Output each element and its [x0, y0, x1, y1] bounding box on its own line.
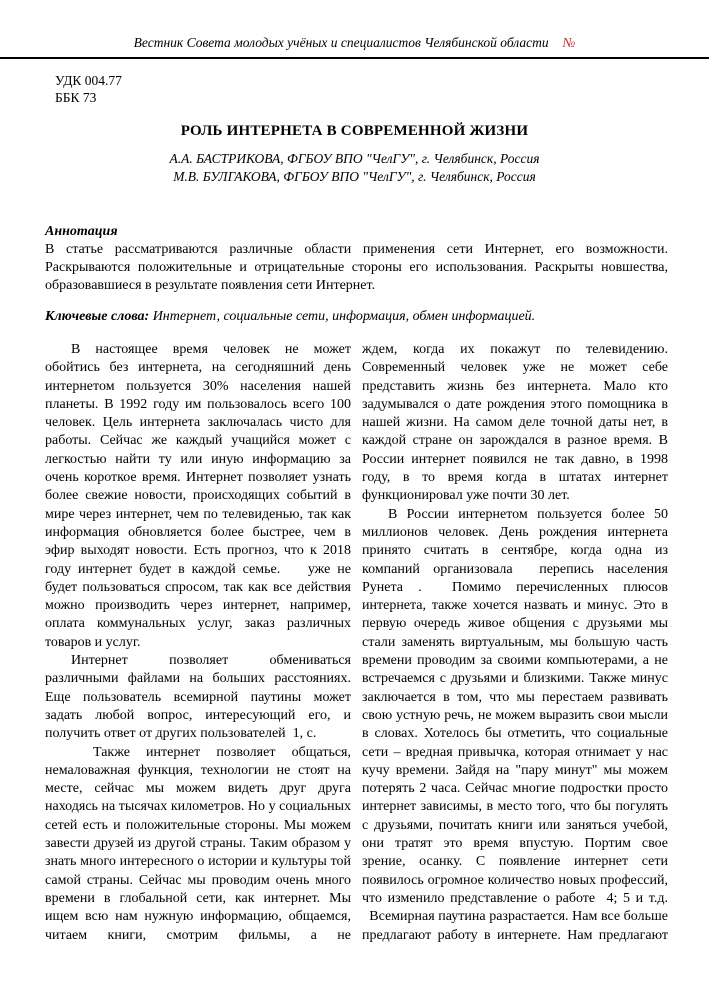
author-line: А.А. БАСТРИКОВА, ФГБОУ ВПО "ЧелГУ", г. Челябинск, Россия — [169, 151, 540, 166]
issue-number-mark: № — [562, 35, 576, 50]
author-line: М.В. БУЛГАКОВА, ФГБОУ ВПО "ЧелГУ", г. Челябинск, Россия — [173, 168, 536, 184]
paragraph: ждем, когда их покажут по телевидению. Современный человек уже не может себе представить жизнь без интернета. Мало кто задумывался о дате рождения этого помощника в нашей жизни. На самом деле точной даты нет, в каждой стране он зарождался в разное время. В России интернет появился не так давно, в 1998 году, в то время когда в штатах интернет функционировал уже почти 30 лет. — [362, 342, 668, 504]
paragraph: В России интернетом пользуется более 50 миллионов человек. День рождения интернета принято считать в сентябре, когда одна из компаний организовала перепись населения Рунета . Помимо перечисленных плюсов интернета, также хочется назвать и минус. Это в первую очередь живое общения с друзьями мы стали заменять виртуальным, мы большую часть времени проводим за своими компьютерами, а не встречаемся с друзьями и близкими. Также минус заключается в том, что мы перестаем развивать свою устную речь, не можем выразить свои мысли в словах. Хотелось бы отметить, что социальные сети – вредная привычка, которая отнимает у нас кучу времени. Зайдя на "пару минут" мы можем потерять 2 часа. Сейчас многие подростки просто интернет зависимы, в место того, что бы погулять с друзьями, почитать книги или заняться учебой, они тратят это время впустую. Портим свое зрение, осанку. С появление интернет сети появилось огромное количество новых профессий, что изменило представление о работе 4; 5 и т.д. Всемирная паутина разрастается. Нам все больше предлагают работу в интернете. Нам предлагают — [362, 506, 668, 943]
journal-header — [0, 0, 709, 51]
bbk-code: ББК 73 — [55, 90, 97, 105]
abstract-heading: Аннотация — [45, 224, 118, 239]
article-title: РОЛЬ ИНТЕРНЕТА В СОВРЕМЕННОЙ ЖИЗНИ — [180, 123, 529, 139]
paragraph: Также интернет позволяет общаться, немаловажная функция, технологии не стоят на месте, сейчас мы можем видеть друг друга находясь на тысячах километров. Но у социальных сетей есть и положительные стороны. Мы можем завести друзей из другой страны. Таким образом у знать много интересного о истории и культуры той самой страны. Сейчас мы проводим очень много времени в глобальной сети, как интернет. Мы ищем всю нам нужную информацию, общаемся, читаем книги, смотрим фильмы, а не — [45, 744, 351, 943]
body-right-column — [362, 341, 668, 945]
journal-title: Вестник Совета молодых учёных и специалистов Челябинской области — [133, 35, 549, 50]
udc-code: УДК 004.77 — [55, 73, 122, 88]
classification-block — [55, 72, 709, 106]
paragraph: Интернет позволяет обмениваться различными файлами на больших расстояниях. Еще пользователь всемирной паутины может задать любой вопрос, интересующий его, и получить ответ от других пользователей 1, с. — [45, 653, 351, 742]
body-columns — [45, 341, 668, 945]
header-rule — [0, 57, 709, 59]
keywords-text: Интернет, социальные сети, информация, обмен информацией. — [149, 309, 536, 324]
keywords-label: Ключевые слова: — [45, 309, 150, 324]
keywords-line — [45, 308, 668, 326]
authors-block — [0, 150, 709, 185]
abstract-text: В статье рассматриваются различные области применения сети Интернет, его возможности. Раскрываются положительные и отрицательные стороны его использования. Раскрыты новшества, образовавшиеся в результате появления сети Интернет. — [45, 242, 668, 293]
body-left-column — [45, 341, 351, 945]
paragraph: В настоящее время человек не может обойтись без интернета, на сегодняшний день интернетом пользуется 30% населения нашей планеты. В 1992 году им пользовалось всего 100 человек. Цель интернета заключалась чисто для работы. Сейчас же каждый учащийся может с легкостью найти ту или иную информацию за очень короткое время. Интернет позволяет узнать более свежие новости, происходящих событий в мире через интернет, чем по телевиденью, так как информация обновляется более быстрее, чем в эфир выходят новости. Есть прогноз, что к 2018 году интернет будет в каждой семье. уже не будет пользоваться спросом, так как все действия можно производить через интернет, например, оплата коммунальных услуг, заказ различных товаров и услуг. — [45, 342, 351, 650]
